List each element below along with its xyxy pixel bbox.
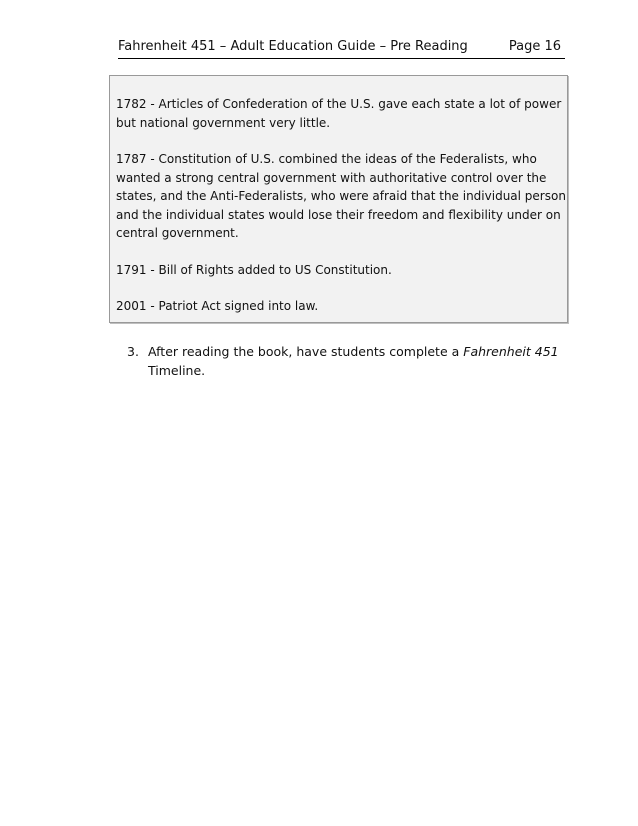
timeline-line: but national government very little. bbox=[116, 115, 331, 130]
timeline-entry-2001 bbox=[116, 297, 564, 316]
timeline-box bbox=[109, 75, 568, 323]
timeline-line: wanted a strong central government with authoritative control over the bbox=[116, 170, 547, 185]
timeline-line: 1787 - Constitution of U.S. combined the ideas of the Federalists, who bbox=[116, 152, 537, 166]
instruction-text-end: Timeline. bbox=[148, 363, 206, 378]
page-header bbox=[118, 36, 565, 59]
timeline-entry-1787 bbox=[116, 150, 564, 243]
timeline-line: 1791 - Bill of Rights added to US Constitution. bbox=[116, 262, 392, 277]
timeline-entry-1791 bbox=[116, 261, 564, 280]
book-title: Fahrenheit 451 bbox=[463, 344, 559, 359]
timeline-line: states, and the Anti-Federalists, who were afraid that the individual person bbox=[116, 189, 566, 203]
instruction-item bbox=[148, 342, 568, 380]
timeline-entry-1782 bbox=[116, 95, 564, 132]
list-number: 3. bbox=[127, 344, 139, 359]
timeline-entries bbox=[116, 95, 564, 316]
timeline-line: 2001 - Patriot Act signed into law. bbox=[116, 299, 319, 313]
timeline-line: and the individual states would lose their freedom and flexibility under on bbox=[116, 207, 561, 222]
page-number: Page 16 bbox=[508, 39, 561, 54]
timeline-line: central government. bbox=[116, 226, 239, 240]
timeline-line: 1782 - Articles of Confederation of the U.S. gave each state a lot of power bbox=[116, 97, 562, 111]
instruction-text: After reading the book, have students complete a bbox=[148, 344, 464, 359]
header-title: Fahrenheit 451 – Adult Education Guide – Pre Reading bbox=[118, 39, 468, 54]
